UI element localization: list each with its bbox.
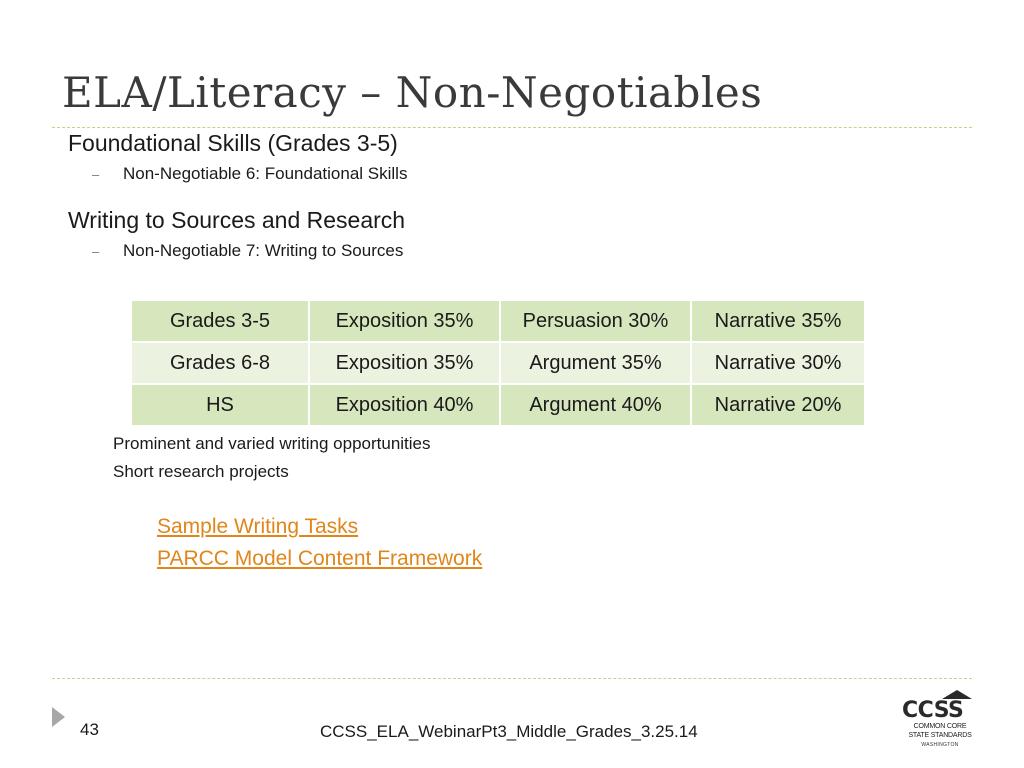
table-cell: Exposition 35%	[309, 300, 500, 342]
table-cell: Argument 40%	[500, 384, 691, 426]
bullet-non-negotiable-7	[92, 241, 403, 261]
table-cell: HS	[131, 384, 309, 426]
ccss-logo	[900, 690, 980, 750]
link-parcc-framework[interactable]: PARCC Model Content Framework	[157, 547, 483, 570]
table-cell: Argument 35%	[500, 342, 691, 384]
section-heading-writing: Writing to Sources and Research	[68, 207, 406, 233]
bullet-dash-icon: –	[92, 244, 100, 259]
title-divider	[52, 127, 972, 128]
table-cell: Exposition 40%	[309, 384, 500, 426]
table-cell: Persuasion 30%	[500, 300, 691, 342]
bullet-text: Non-Negotiable 6: Foundational Skills	[123, 164, 408, 183]
section-heading-foundational: Foundational Skills (Grades 3-5)	[68, 130, 398, 156]
table-cell: Narrative 30%	[691, 342, 865, 384]
page-number: 43	[80, 720, 99, 739]
table-cell: Narrative 20%	[691, 384, 865, 426]
writing-distribution-table	[130, 299, 866, 427]
bullet-non-negotiable-6	[92, 164, 407, 184]
table-cell: Grades 3-5	[131, 300, 309, 342]
table-cell: Grades 6-8	[131, 342, 309, 384]
logo-mark: CCSS	[902, 698, 964, 723]
table-row	[131, 342, 865, 384]
note-research-projects: Short research projects	[113, 462, 289, 481]
footer-divider	[52, 678, 972, 679]
footer-filename: CCSS_ELA_WebinarPt3_Middle_Grades_3.25.14	[320, 722, 698, 741]
note-writing-opportunities: Prominent and varied writing opportunities	[113, 434, 431, 453]
bullet-dash-icon: –	[92, 167, 100, 182]
logo-state: WASHINGTON	[921, 742, 959, 748]
table-cell: Narrative 35%	[691, 300, 865, 342]
logo-line-2: STATE STANDARDS	[908, 732, 972, 739]
table-row	[131, 384, 865, 426]
table-row	[131, 300, 865, 342]
bullet-text: Non-Negotiable 7: Writing to Sources	[123, 241, 404, 260]
link-sample-writing-tasks[interactable]: Sample Writing Tasks	[157, 515, 359, 538]
play-triangle-icon	[52, 707, 65, 727]
slide-title: ELA/Literacy – Non-Negotiables	[62, 68, 763, 117]
table-cell: Exposition 35%	[309, 342, 500, 384]
logo-line-1: COMMON CORE	[913, 723, 967, 730]
